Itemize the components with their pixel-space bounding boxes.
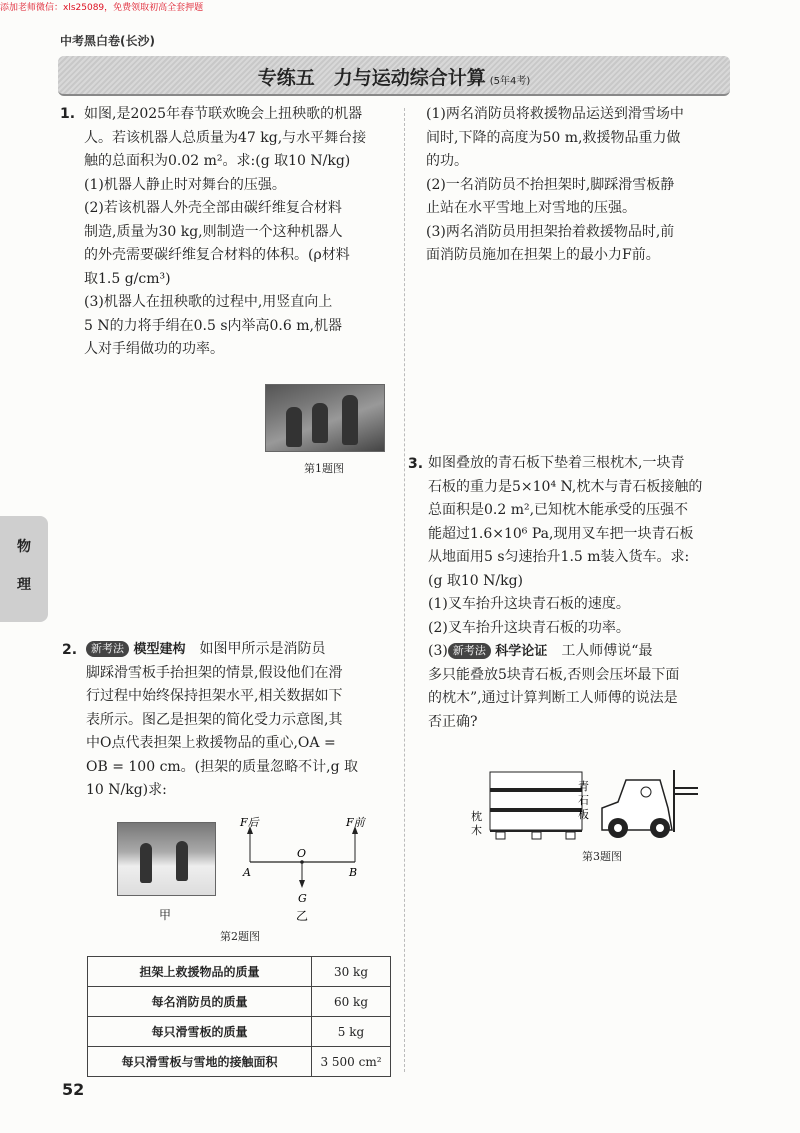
table-cell: 30 kg (312, 957, 391, 987)
stone-forklift-figure (460, 768, 705, 843)
q3-caption: 第3题图 (582, 850, 622, 863)
driver-head (641, 787, 651, 797)
table-row (88, 1047, 391, 1077)
label-g: G (298, 892, 307, 905)
gravity-arrowhead (299, 880, 305, 888)
label-o: O (297, 847, 307, 860)
q3-line: 的枕木”,通过计算判断工人师傅的说法是 (428, 690, 678, 706)
q3-text (428, 452, 746, 734)
label-a: A (243, 866, 251, 879)
q3-line: (1)叉车抬升这块青石板的速度。 (428, 596, 630, 612)
stone-stack (490, 772, 582, 830)
q3-line: 石板的重力是5×10⁴ N,枕木与青石板接触的 (428, 478, 703, 495)
stone-layer-line (490, 788, 582, 792)
column-divider (404, 108, 405, 1072)
table-row (88, 987, 391, 1017)
table-cell: 每名消防员的质量 (88, 987, 312, 1017)
table-cell: 担架上救援物品的质量 (88, 957, 312, 987)
title-banner (58, 56, 730, 96)
wood-label-2: 木 (471, 824, 482, 837)
q1-line: 触的总面积为0.02 m²。求:(g 取10 N/kg) (84, 153, 351, 169)
wood-block (496, 832, 505, 839)
q2-tag-label: 模型建构 (133, 642, 186, 657)
page-title: 专练五 力与运动综合计算 (5年4考) (257, 67, 531, 89)
robot-figure (286, 407, 302, 447)
label-f-back: F后 (240, 816, 259, 829)
subject-tab (0, 516, 48, 622)
robot-figure (312, 403, 328, 443)
q2-sub-line: 间时,下降的高度为50 m,救援物品重力做 (426, 129, 681, 146)
new-method-tag: 新考法 (448, 643, 491, 659)
q2-sub-line: (2)一名消防员不抬担架时,脚踩滑雪板静 (426, 176, 675, 193)
q1-text (84, 103, 400, 362)
q3-tag-label: 科学论证 (495, 644, 548, 659)
label-b: B (349, 866, 358, 879)
q2-sub-line: 面消防员施加在担架上的最小力F前。 (426, 247, 660, 263)
q2-caption: 第2题图 (220, 930, 260, 943)
force-diagram (230, 812, 380, 924)
wood-block (566, 832, 575, 839)
q2-line: 表所示。图乙是担架的简化受力示意图,其 (86, 711, 343, 728)
label-f-front: F前 (346, 816, 365, 829)
q3-line: 从地面用5 s匀速抬升1.5 m装入货车。求: (428, 549, 690, 565)
forklift-hub (614, 824, 622, 832)
firefighter-photo (117, 822, 216, 896)
table-cell: 每只滑雪板的质量 (88, 1017, 312, 1047)
q1-line: (3)机器人在扭秧歌的过程中,用竖直向上 (84, 294, 333, 310)
wood-block (532, 832, 541, 839)
stone-label-1: 青 (578, 780, 589, 793)
q1-line: 人对手绢做功的功率。 (84, 341, 224, 357)
q1-line: 如图,是2025年春节联欢晚会上扭秧歌的机器 (84, 106, 363, 122)
q2-text (86, 638, 404, 803)
q3-line: (2)叉车抬升这块青石板的功率。 (428, 619, 630, 636)
table-cell: 5 kg (312, 1017, 391, 1047)
q2-number: 2. (62, 642, 78, 658)
q2-line: 脚踩滑雪板手抬担架的情景,假设他们在滑 (86, 664, 343, 681)
q3-line: 总面积是0.2 m²,已知枕木能承受的压强不 (428, 502, 689, 518)
q2-sub-line: 止站在水平雪地上对雪地的压强。 (426, 200, 636, 216)
firefighter-figure (176, 841, 188, 881)
q2-line: OB = 100 cm。(担架的质量忽略不计,g 取 (86, 758, 359, 775)
q1-line: 5 N的力将手绢在0.5 s内举高0.6 m,机器 (84, 317, 342, 334)
q2-line: 中O点代表担架上救援物品的重心,OA = (86, 735, 336, 751)
q2-sub-line: (1)两名消防员将救援物品运送到滑雪场中 (426, 106, 684, 122)
stone-label-2: 石 (578, 794, 589, 807)
q1-line: (1)机器人静止时对舞台的压强。 (84, 176, 286, 193)
series-title: 中考黑白卷(长沙) (60, 34, 155, 48)
q2-subquestions (426, 103, 744, 268)
watermark: 添加老师微信：xls25089，免费领取初高全套押题 (0, 3, 204, 13)
forklift-hub (656, 824, 664, 832)
q3-line: (g 取10 N/kg) (428, 572, 524, 589)
table-row (88, 957, 391, 987)
q2-line: 10 N/kg)求: (86, 782, 167, 798)
q1-number: 1. (60, 106, 76, 122)
subject-char-1: 物 (17, 539, 31, 555)
q2-first-line: 新考法 模型建构 如图甲所示是消防员 (86, 638, 404, 662)
table-cell: 每只滑雪板与雪地的接触面积 (88, 1047, 312, 1077)
robot-photo (265, 384, 385, 452)
robot-figure (342, 395, 358, 445)
page-number: 52 (62, 1080, 85, 1099)
table-row (88, 1017, 391, 1047)
q1-line: 的外壳需要碳纤维复合材料的体积。(ρ材料 (84, 247, 350, 263)
q2-data-table (87, 956, 391, 1077)
label-jia: 甲 (158, 908, 171, 922)
q2-sub-line: 的功。 (426, 153, 468, 169)
q2-sub-line: (3)两名消防员用担架抬着救援物品时,前 (426, 223, 675, 240)
q1-line: 制造,质量为30 kg,则制造一个这种机器人 (84, 223, 343, 240)
label-yi: 乙 (296, 909, 309, 923)
q3-line: 如图叠放的青石板下垫着三根枕木,一块青 (428, 455, 685, 471)
q1-line: (2)若该机器人外壳全部由碳纤维复合材料 (84, 200, 342, 216)
q1-line: 取1.5 g/cm³) (84, 270, 171, 287)
title-note: (5年4考) (489, 76, 531, 87)
q1-line: 人。若该机器人总质量为47 kg,与水平舞台接 (84, 129, 367, 146)
q3-line: 能超过1.6×10⁶ Pa,现用叉车把一块青石板 (428, 525, 694, 542)
q3-number: 3. (408, 456, 424, 472)
q3-line: 否正确? (428, 713, 478, 730)
firefighter-figure (140, 843, 152, 883)
q2-line: 行过程中始终保持担架水平,相关数据如下 (86, 688, 343, 704)
stone-label-3: 板 (578, 808, 589, 821)
center-point (300, 860, 304, 864)
subject-char-2: 理 (17, 577, 31, 593)
table-cell: 60 kg (312, 987, 391, 1017)
wood-label-1: 枕 (471, 810, 482, 823)
new-method-tag: 新考法 (86, 641, 129, 657)
q1-caption: 第1题图 (304, 462, 344, 475)
stone-layer-line (490, 808, 582, 812)
table-cell: 3 500 cm² (312, 1047, 391, 1077)
q3-line: 多只能叠放5块青石板,否则会压坏最下面 (428, 666, 680, 683)
q3-p3-first-line: (3) 新考法 科学论证 工人师傅说“最 (428, 643, 653, 659)
